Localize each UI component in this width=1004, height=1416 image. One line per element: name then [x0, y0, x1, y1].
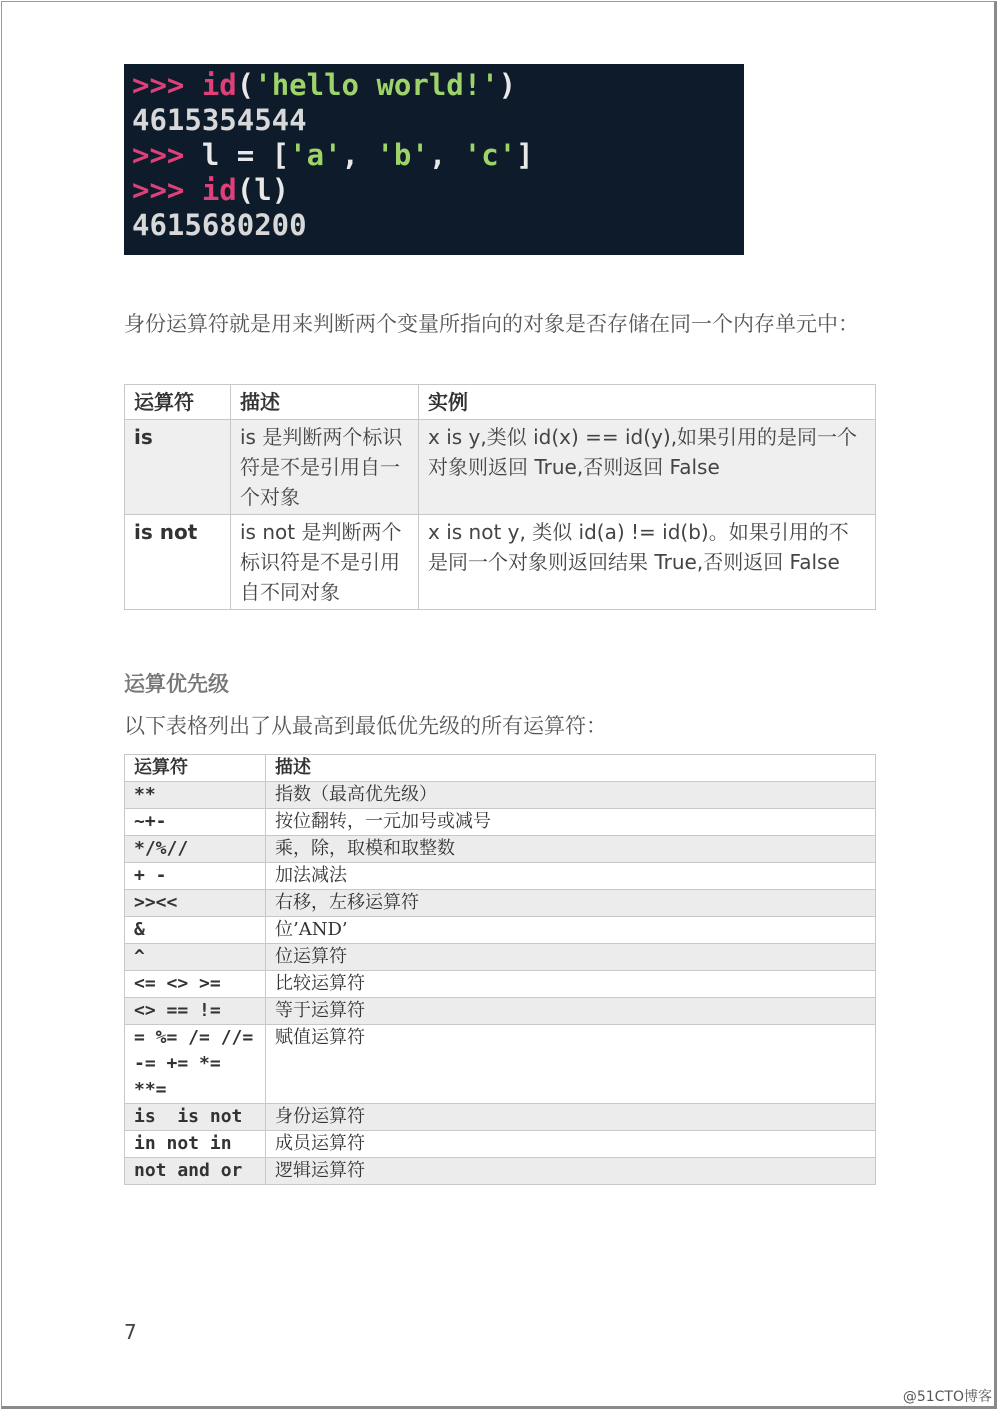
page-number: 7 — [124, 1320, 137, 1344]
table-row — [125, 836, 876, 863]
table-header-row — [125, 755, 876, 782]
operator-cell: in not in — [125, 1131, 266, 1158]
operator-cell: ^ — [125, 944, 266, 971]
operator-line: -= += *= **= — [134, 1053, 221, 1100]
identity-description: 身份运算符就是用来判断两个变量所指向的对象是否存储在同一个内存单元中： — [124, 312, 859, 336]
column-header: 实例 — [419, 385, 876, 420]
description-cell: is 是判断两个标识符是不是引用自一个对象 — [231, 420, 419, 515]
table-row — [125, 420, 876, 515]
column-header: 描述 — [231, 385, 419, 420]
section-heading: 运算优先级 — [124, 672, 229, 696]
description-cell: is not 是判断两个标识符是不是引用自不同对象 — [231, 515, 419, 610]
table-row — [125, 917, 876, 944]
table-row — [125, 782, 876, 809]
example-cell: x is y,类似 id(x) == id(y),如果引用的是同一个对象则返回 True,否则返回 False — [419, 420, 876, 515]
code-line: >>> id(l) — [132, 173, 290, 207]
column-header: 运算符 — [125, 385, 231, 420]
table-row — [125, 1131, 876, 1158]
description-cell: 位运算符 — [266, 944, 876, 971]
operator-cell: is not — [125, 515, 231, 610]
column-header: 运算符 — [125, 755, 266, 782]
code-screenshot — [124, 64, 744, 255]
table-row — [125, 1158, 876, 1185]
section-intro: 以下表格列出了从最高到最低优先级的所有运算符： — [124, 714, 607, 738]
operator-cell: not and or — [125, 1158, 266, 1185]
table-row — [125, 515, 876, 610]
example-cell: x is not y, 类似 id(a) != id(b)。如果引用的不是同一个对象则返回结果 True,否则返回 False — [419, 515, 876, 610]
operator-cell: is is not — [125, 1104, 266, 1131]
description-cell: 成员运算符 — [266, 1131, 876, 1158]
table-header-row — [125, 385, 876, 420]
table-row — [125, 863, 876, 890]
operator-cell: <= <> >= — [125, 971, 266, 998]
identity-operator-table — [124, 384, 876, 610]
operator-cell: ** — [125, 782, 266, 809]
precedence-table — [124, 754, 876, 1185]
operator-cell: is — [125, 420, 231, 515]
operator-cell — [125, 1025, 266, 1104]
code-line: >>> id('hello world!') — [132, 68, 517, 102]
table-row — [125, 890, 876, 917]
code-line: >>> l = ['a', 'b', 'c'] — [132, 138, 534, 172]
description-cell: 加法减法 — [266, 863, 876, 890]
operator-line: = %= /= //= — [134, 1027, 254, 1048]
table-row — [125, 971, 876, 998]
description-cell: 身份运算符 — [266, 1104, 876, 1131]
description-cell: 赋值运算符 — [266, 1025, 876, 1104]
operator-cell: */%// — [125, 836, 266, 863]
description-cell: 乘，除，取模和取整数 — [266, 836, 876, 863]
code-output: 4615354544 — [132, 103, 307, 137]
description-cell: 位’AND’ — [266, 917, 876, 944]
table-row — [125, 944, 876, 971]
column-header: 描述 — [266, 755, 876, 782]
table-row — [125, 809, 876, 836]
operator-cell: + - — [125, 863, 266, 890]
operator-cell: >><< — [125, 890, 266, 917]
table-row — [125, 998, 876, 1025]
operator-cell: <> == != — [125, 998, 266, 1025]
description-cell: 逻辑运算符 — [266, 1158, 876, 1185]
operator-cell: & — [125, 917, 266, 944]
watermark: @51CTO博客 — [902, 1389, 992, 1405]
description-cell: 指数（最高优先级） — [266, 782, 876, 809]
table-row — [125, 1104, 876, 1131]
code-output: 4615680200 — [132, 208, 307, 242]
description-cell: 右移，左移运算符 — [266, 890, 876, 917]
description-cell: 等于运算符 — [266, 998, 876, 1025]
operator-cell: ~+- — [125, 809, 266, 836]
table-row — [125, 1025, 876, 1104]
description-cell: 按位翻转，一元加号或减号 — [266, 809, 876, 836]
description-cell: 比较运算符 — [266, 971, 876, 998]
